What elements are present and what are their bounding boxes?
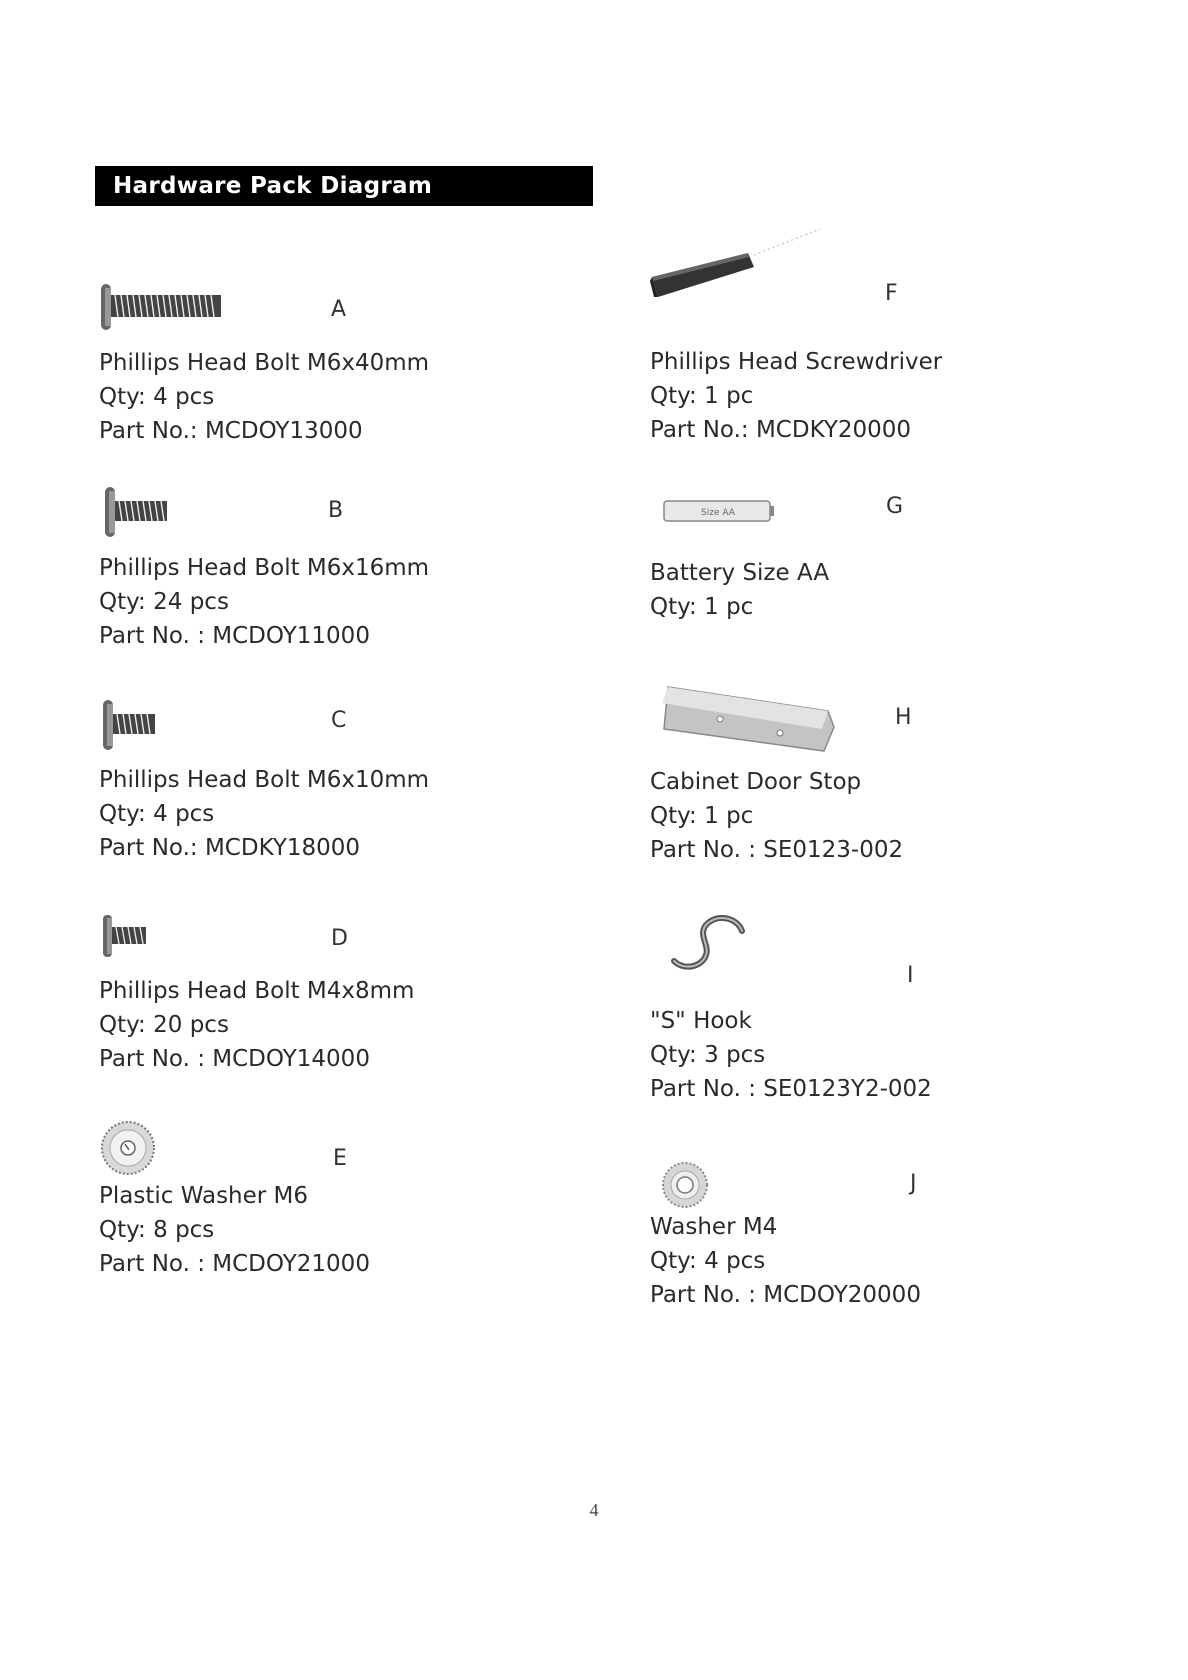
item-part-number: Part No.: MCDKY18000	[99, 835, 361, 861]
item-part-number: Part No. : MCDOY20000	[650, 1282, 921, 1308]
section-title: Hardware Pack Diagram	[113, 173, 433, 199]
item-name: Phillips Head Bolt M6x16mm	[99, 555, 430, 581]
item-qty: Qty: 1 pc	[650, 803, 754, 829]
bolt-short-icon	[99, 698, 164, 752]
item-qty: Qty: 24 pcs	[99, 589, 229, 615]
hardware-item-j	[650, 1155, 1070, 1355]
bolt-small-icon	[99, 913, 154, 959]
plastic-washer-icon	[99, 1118, 161, 1180]
hardware-item-a	[99, 280, 519, 480]
hardware-item-f	[650, 225, 1070, 443]
item-name: Phillips Head Bolt M4x8mm	[99, 978, 415, 1004]
hardware-item-g	[650, 490, 1070, 690]
page-number: 4	[589, 1500, 599, 1520]
item-letter: J	[910, 1171, 917, 1196]
item-letter: H	[895, 705, 912, 730]
item-part-number: Part No. : MCDOY14000	[99, 1046, 370, 1072]
item-qty: Qty: 1 pc	[650, 594, 754, 620]
item-letter: D	[331, 926, 348, 951]
item-qty: Qty: 3 pcs	[650, 1042, 766, 1068]
item-name: Phillips Head Bolt M6x10mm	[99, 767, 430, 793]
item-name: Phillips Head Bolt M6x40mm	[99, 350, 430, 376]
door-stop-icon	[650, 685, 835, 765]
item-name: "S" Hook	[650, 1008, 752, 1034]
hardware-item-e	[99, 1118, 519, 1318]
hardware-item-h	[650, 685, 1070, 885]
item-part-number: Part No. : SE0123Y2-002	[650, 1076, 932, 1102]
item-name: Washer M4	[650, 1214, 778, 1240]
hardware-item-c	[99, 698, 519, 898]
item-letter: G	[886, 494, 904, 519]
item-name: Battery Size AA	[650, 560, 830, 586]
bolt-medium-icon	[99, 485, 179, 539]
item-part-number: Part No. : MCDOY11000	[99, 623, 370, 649]
item-part-number: Part No.: MCDOY13000	[99, 418, 363, 444]
item-letter: I	[907, 963, 914, 988]
washer-icon	[650, 1155, 710, 1211]
item-name: Plastic Washer M6	[99, 1183, 309, 1209]
item-part-number: Part No.: MCDKY20000	[650, 417, 912, 443]
item-qty: Qty: 4 pcs	[99, 801, 215, 827]
hardware-item-b	[99, 485, 519, 685]
item-letter: E	[333, 1146, 347, 1171]
battery-icon	[650, 490, 780, 530]
bolt-long-icon	[99, 280, 224, 334]
section-header	[95, 166, 593, 206]
item-qty: Qty: 1 pc	[650, 383, 754, 409]
item-name: Cabinet Door Stop	[650, 769, 862, 795]
screwdriver-icon	[650, 225, 825, 305]
item-part-number: Part No. : SE0123-002	[650, 837, 904, 863]
item-name: Phillips Head Screwdriver	[650, 349, 943, 375]
item-qty: Qty: 8 pcs	[99, 1217, 215, 1243]
hardware-item-i	[650, 915, 1070, 1115]
item-letter: F	[885, 281, 898, 306]
item-letter: B	[328, 498, 344, 523]
item-letter: A	[331, 297, 347, 322]
item-qty: Qty: 4 pcs	[99, 384, 215, 410]
item-qty: Qty: 20 pcs	[99, 1012, 229, 1038]
item-letter: C	[331, 708, 347, 733]
item-qty: Qty: 4 pcs	[650, 1248, 766, 1274]
item-part-number: Part No. : MCDOY21000	[99, 1251, 370, 1277]
s-hook-icon	[650, 915, 750, 975]
battery-label: Size AA	[701, 508, 735, 518]
hardware-item-d	[99, 913, 519, 1113]
